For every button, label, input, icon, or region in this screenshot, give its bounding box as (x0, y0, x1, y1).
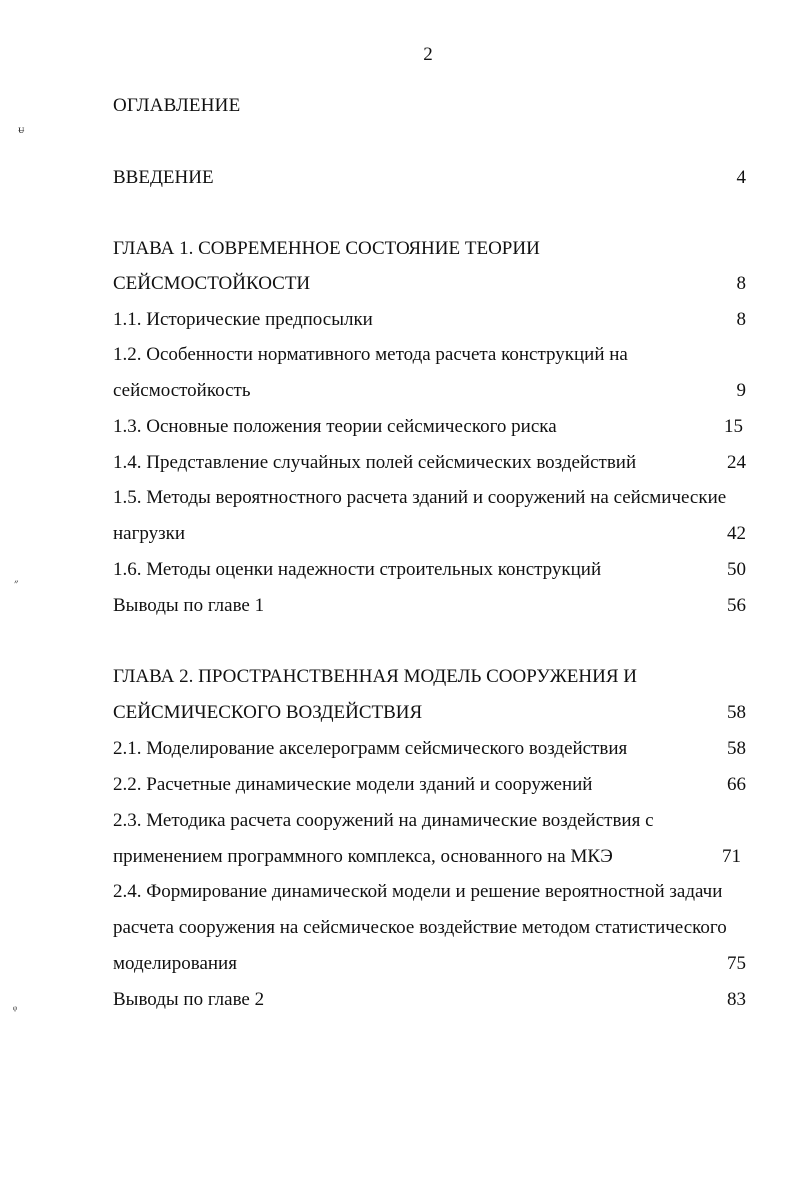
toc-entry-title: нагрузки (113, 523, 186, 544)
toc-entry-title: 1.2. Особенности нормативного метода расчета конструкций на (113, 344, 628, 365)
toc-entry-page: 50 (727, 559, 746, 580)
toc-entry-ch1-conclusions (113, 594, 746, 618)
toc-entry-1-1 (113, 308, 746, 332)
toc-entry-title: СЕЙСМИЧЕСКОГО ВОЗДЕЙСТВИЯ (113, 702, 423, 723)
toc-chapter-1-line2 (113, 272, 746, 296)
toc-entry-page: 9 (736, 380, 746, 401)
toc-entry-page: 83 (727, 989, 746, 1010)
toc-entry-1-5-line1 (113, 486, 746, 510)
toc-entry-page: 8 (736, 309, 746, 330)
toc-entry-2-2 (113, 773, 746, 797)
toc-entry-title: 1.1. Исторические предпосылки (113, 309, 373, 330)
toc-entry-title: применением программного комплекса, основанного на МКЭ (113, 846, 613, 867)
scan-speck: ״ (14, 576, 19, 590)
toc-entry-1-6 (113, 558, 746, 582)
toc-entry-1-2-line1 (113, 343, 746, 367)
toc-entry-title: 1.4. Представление случайных полей сейсмических воздействий (113, 452, 637, 473)
toc-entry-ch2-conclusions (113, 988, 746, 1012)
toc-entry-page: 15 (724, 416, 743, 437)
toc-entry-page: 66 (727, 774, 746, 795)
toc-entry-1-5-line2 (113, 522, 746, 546)
toc-entry-title: 2.1. Моделирование акселерограмм сейсмического воздействия (113, 738, 628, 759)
toc-entry-title: сейсмостойкость (113, 380, 251, 401)
toc-entry-title: ГЛАВА 1. СОВРЕМЕННОЕ СОСТОЯНИЕ ТЕОРИИ (113, 238, 540, 259)
toc-entry-page: 42 (727, 523, 746, 544)
toc-entry-page: 8 (736, 273, 746, 294)
toc-chapter-2-line1 (113, 665, 746, 689)
toc-entry-2-3-line2 (113, 845, 746, 869)
toc-entry-intro (113, 166, 746, 190)
toc-entry-title: СЕЙСМОСТОЙКОСТИ (113, 273, 311, 294)
toc-entry-title: Выводы по главе 1 (113, 595, 265, 616)
toc-entry-1-3 (113, 415, 746, 439)
toc-entry-title: 2.4. Формирование динамической модели и решение вероятностной задачи (113, 881, 723, 902)
toc-entry-page: 71 (722, 846, 741, 867)
toc-entry-title: Выводы по главе 2 (113, 989, 265, 1010)
toc-entry-title: 1.5. Методы вероятностного расчета зданий и сооружений на сейсмические (113, 487, 727, 508)
toc-entry-title: 2.2. Расчетные динамические модели зданий и сооружений (113, 774, 593, 795)
toc-entry-page: 58 (727, 702, 746, 723)
toc-entry-2-4-line2 (113, 916, 746, 940)
toc-entry-2-4-line1 (113, 880, 746, 904)
toc-entry-1-4 (113, 451, 746, 475)
toc-chapter-2-line2 (113, 701, 746, 725)
toc-entry-page: 4 (736, 167, 746, 188)
toc-entry-2-3-line1 (113, 809, 746, 833)
toc-chapter-1-line1 (113, 237, 746, 261)
toc-entry-title: расчета сооружения на сейсмическое воздействие методом статистического (113, 917, 727, 938)
toc-entry-title: 1.6. Методы оценки надежности строительных конструкций (113, 559, 602, 580)
toc-entry-page: 56 (727, 595, 746, 616)
toc-entry-page: 58 (727, 738, 746, 759)
scan-speck: ᵾ (18, 122, 25, 136)
toc-entry-2-1 (113, 737, 746, 761)
toc-entry-title: 1.3. Основные положения теории сейсмического риска (113, 416, 557, 437)
toc-entry-title: ВВЕДЕНИЕ (113, 167, 214, 188)
toc-entry-2-4-line3 (113, 952, 746, 976)
toc-entry-page: 24 (727, 452, 746, 473)
toc-entry-title: ГЛАВА 2. ПРОСТРАНСТВЕННАЯ МОДЕЛЬ СООРУЖЕНИЯ И (113, 666, 637, 687)
page-number: 2 (423, 44, 433, 65)
scan-speck: ᵩ (13, 998, 18, 1012)
toc-heading: ОГЛАВЛЕНИЕ (113, 95, 241, 116)
toc-entry-title: 2.3. Методика расчета сооружений на динамические воздействия с (113, 810, 654, 831)
toc-entry-1-2-line2 (113, 379, 746, 403)
toc-entry-page: 75 (727, 953, 746, 974)
toc-entry-title: моделирования (113, 953, 237, 974)
